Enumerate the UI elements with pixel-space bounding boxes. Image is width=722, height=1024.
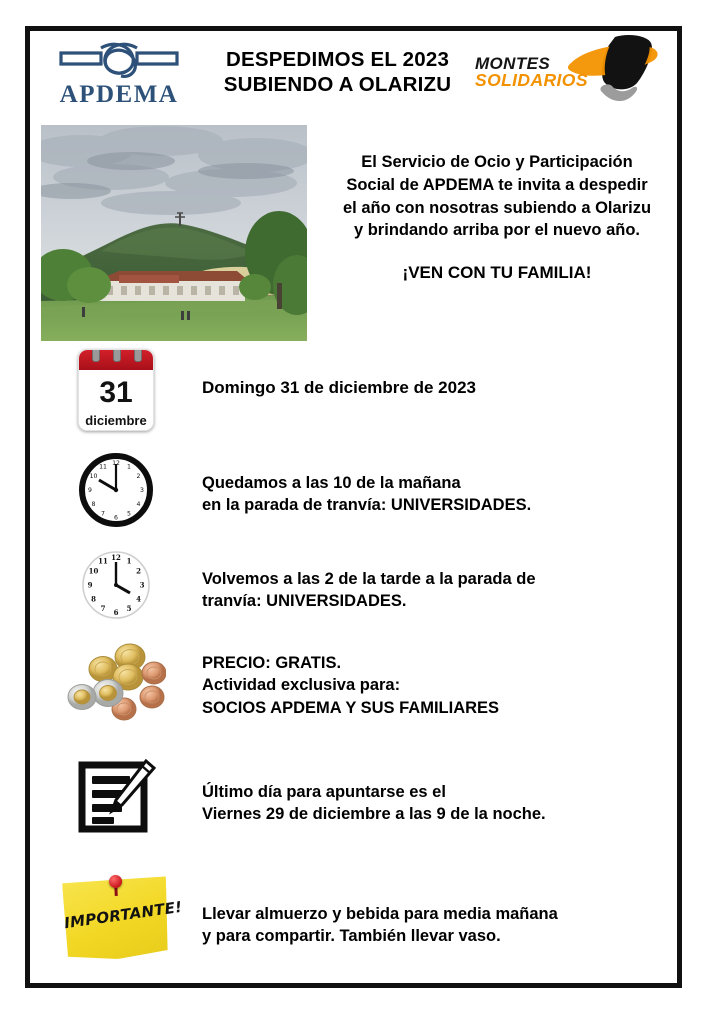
apdema-wordmark: APDEMA xyxy=(59,81,179,108)
row-line: Volvemos a las 2 de la tarde a la parada de xyxy=(202,570,536,588)
apdema-logo xyxy=(44,39,194,107)
montes-solidarios-logo xyxy=(471,33,667,113)
row-line: Actividad exclusiva para: xyxy=(202,676,401,695)
intro-line: y brindando arriba por el nuevo año. xyxy=(353,221,641,240)
svg-text:12: 12 xyxy=(112,460,120,467)
intro-cta: ¡VEN CON TU FAMILIA! xyxy=(402,263,592,283)
intro-line: Social de APDEMA te invita a despedir xyxy=(346,175,648,194)
svg-text:3: 3 xyxy=(140,487,144,494)
row-meeting-text xyxy=(202,451,677,517)
solidarios-word: SOLIDARIOS xyxy=(475,70,588,91)
row-return xyxy=(30,546,677,624)
row-line: y para compartir. También llevar vaso. xyxy=(202,927,501,946)
calendar-icon xyxy=(78,349,154,431)
svg-text:11: 11 xyxy=(98,556,108,566)
svg-text:6: 6 xyxy=(114,514,118,522)
svg-text:1: 1 xyxy=(127,463,131,471)
svg-text:5: 5 xyxy=(126,604,132,613)
svg-text:1: 1 xyxy=(126,556,132,566)
row-price-text xyxy=(202,641,677,719)
intro-section xyxy=(30,121,677,346)
poster-frame xyxy=(25,26,682,988)
svg-text:9: 9 xyxy=(88,487,92,494)
calendar-ring xyxy=(113,349,121,362)
clock-icon xyxy=(77,546,155,624)
svg-text:5: 5 xyxy=(127,510,131,518)
row-bring xyxy=(30,879,677,959)
clock-icon-wrap xyxy=(30,451,202,529)
olarizu-photo xyxy=(41,125,307,341)
poster-header xyxy=(30,31,677,115)
intro-paragraph xyxy=(318,151,676,285)
svg-text:10: 10 xyxy=(89,473,98,480)
row-line: SOCIOS APDEMA Y SUS FAMILIARES xyxy=(202,698,500,717)
svg-text:9: 9 xyxy=(87,580,93,590)
svg-text:12: 12 xyxy=(111,553,121,562)
intro-line: El Servicio de Ocio y Participación xyxy=(361,153,633,171)
coins-icon xyxy=(66,641,166,723)
photo-building xyxy=(95,271,249,301)
row-signup-text xyxy=(202,759,677,826)
svg-text:7: 7 xyxy=(100,604,106,613)
svg-text:10: 10 xyxy=(88,566,99,576)
svg-text:4: 4 xyxy=(136,594,141,604)
calendar-ring xyxy=(92,349,100,362)
svg-text:8: 8 xyxy=(91,501,96,508)
calendar-month: diciembre xyxy=(85,413,147,428)
olarizu-photo-illustration xyxy=(41,125,307,341)
row-signup xyxy=(30,759,677,837)
calendar-icon-wrap xyxy=(30,349,202,431)
sticky-note-icon xyxy=(62,876,184,961)
row-line: Último día para apuntarse es el xyxy=(202,783,446,801)
montes-word: MONTES xyxy=(475,54,551,73)
sticky-note-text: IMPORTANTE! xyxy=(63,897,184,933)
clock-icon xyxy=(77,451,155,529)
row-meeting xyxy=(30,451,677,529)
intro-line: el año con nosotras subiendo a Olarizu xyxy=(342,198,652,217)
row-line: en la parada de tranvía: UNIVERSIDADES. xyxy=(202,496,532,515)
svg-text:6: 6 xyxy=(113,608,119,617)
poster-title-line-1: DESPEDIMOS EL 2023 xyxy=(225,48,450,72)
sticky-note-icon-wrap xyxy=(30,879,202,959)
clock-icon-wrap xyxy=(30,546,202,624)
notepad-pencil-icon xyxy=(76,759,156,837)
svg-text:7: 7 xyxy=(101,510,105,518)
row-line: Viernes 29 de diciembre a las 9 de la noche. xyxy=(202,805,546,824)
row-date-text xyxy=(202,349,677,399)
svg-text:8: 8 xyxy=(91,594,96,604)
svg-text:3: 3 xyxy=(139,580,145,590)
svg-text:2: 2 xyxy=(136,566,141,576)
row-line: Domingo 31 de diciembre de 2023 xyxy=(202,378,476,397)
coins-icon-wrap xyxy=(30,641,202,723)
row-price xyxy=(30,641,677,723)
row-line: PRECIO: GRATIS. xyxy=(202,654,342,672)
calendar-ring xyxy=(134,349,142,362)
svg-text:11: 11 xyxy=(99,463,107,471)
svg-text:4: 4 xyxy=(136,501,141,508)
row-line: Quedamos a las 10 de la mañana xyxy=(202,474,461,492)
row-date xyxy=(30,349,677,431)
notepad-pencil-icon-wrap xyxy=(30,759,202,837)
poster-title xyxy=(194,48,471,98)
row-return-text xyxy=(202,546,677,613)
row-line: Llevar almuerzo y bebida para media mañana xyxy=(202,905,558,923)
row-line: tranvía: UNIVERSIDADES. xyxy=(202,592,407,611)
montes-solidarios-wordmark xyxy=(475,55,588,90)
svg-text:2: 2 xyxy=(136,473,141,480)
row-bring-text xyxy=(202,879,677,948)
poster-title-line-2: SUBIENDO A OLARIZU xyxy=(223,73,452,96)
apdema-knot-icon xyxy=(57,39,181,81)
calendar-day: 31 xyxy=(99,376,133,409)
